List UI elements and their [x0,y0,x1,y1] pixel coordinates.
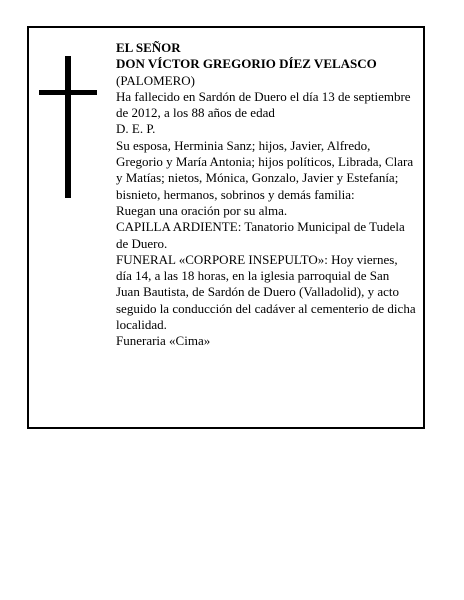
cross-icon [39,56,97,198]
title-line: EL SEÑOR [116,40,181,55]
funeral-info: FUNERAL «CORPORE INSEPULTO»: Hoy viernes, día 14, a las 18 horas, en la iglesia parroquial de San Juan Bautista, de Sardón de Duero (Valladolid), y acto seguido la conducción del cadáver al cementerio de dicha localidad. [116,251,416,333]
funeral-home: Funeraria «Cima» [116,333,211,349]
chapel-info: CAPILLA ARDIENTE: Tanatorio Municipal de Tudela de Duero. [116,219,405,251]
death-notice: Ha fallecido en Sardón de Duero el día 13 de septiembre de 2012, a los 88 años de edad [116,88,411,121]
nickname: (PALOMERO) [116,72,195,88]
rip-line: D. E. P. [116,121,156,137]
obituary-notice [27,26,425,429]
cross-vertical-bar [65,56,71,198]
prayer-request: Ruegan una oración por su alma. [116,202,288,218]
deceased-name: DON VÍCTOR GREGORIO DÍEZ VELASCO [116,56,377,72]
obituary-text [116,40,416,350]
cross-horizontal-bar [39,90,97,95]
family-list: Su esposa, Herminia Sanz; hijos, Javier, Alfredo, Gregorio y María Antonia; hijos políticos, Librada, Clara y Matías; nietos, Mónica, Gonzalo, Javier y Estefanía; bisnieto, hermanos, sobrinos y demás familia: [116,137,414,202]
